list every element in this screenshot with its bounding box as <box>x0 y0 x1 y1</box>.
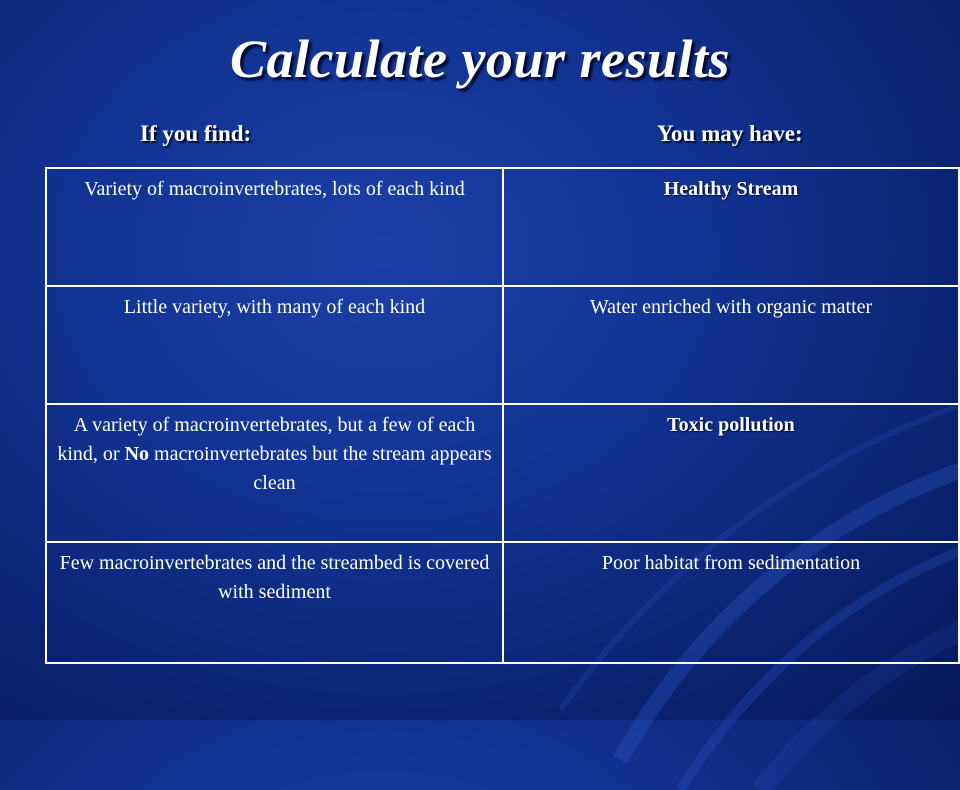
finding-cell: Little variety, with many of each kind <box>46 286 503 404</box>
table-row <box>46 168 959 286</box>
finding-cell <box>46 404 503 542</box>
finding-cell: Few macroinvertebrates and the streambed is covered with sediment <box>46 542 503 663</box>
result-cell: Water enriched with organic matter <box>503 286 959 404</box>
left-column-heading: If you find: <box>140 121 252 146</box>
table-row <box>46 286 959 404</box>
finding-text-part1: A variety of macroinvertebrates, but a few of each kind, or <box>57 414 476 465</box>
finding-cell: Variety of macroinvertebrates, lots of each kind <box>46 168 503 286</box>
finding-no-emphasis: No <box>124 443 150 465</box>
table-row <box>46 404 959 542</box>
result-cell: Toxic pollution <box>503 404 959 542</box>
slide-title: Calculate your results <box>229 29 731 89</box>
results-table <box>45 167 960 664</box>
finding-text-part2: macroinvertebrates but the stream appears clean <box>149 443 492 494</box>
table-row <box>46 542 959 663</box>
right-column-heading: You may have: <box>657 121 803 146</box>
result-cell: Healthy Stream <box>503 168 959 286</box>
result-cell: Poor habitat from sedimentation <box>503 542 959 663</box>
